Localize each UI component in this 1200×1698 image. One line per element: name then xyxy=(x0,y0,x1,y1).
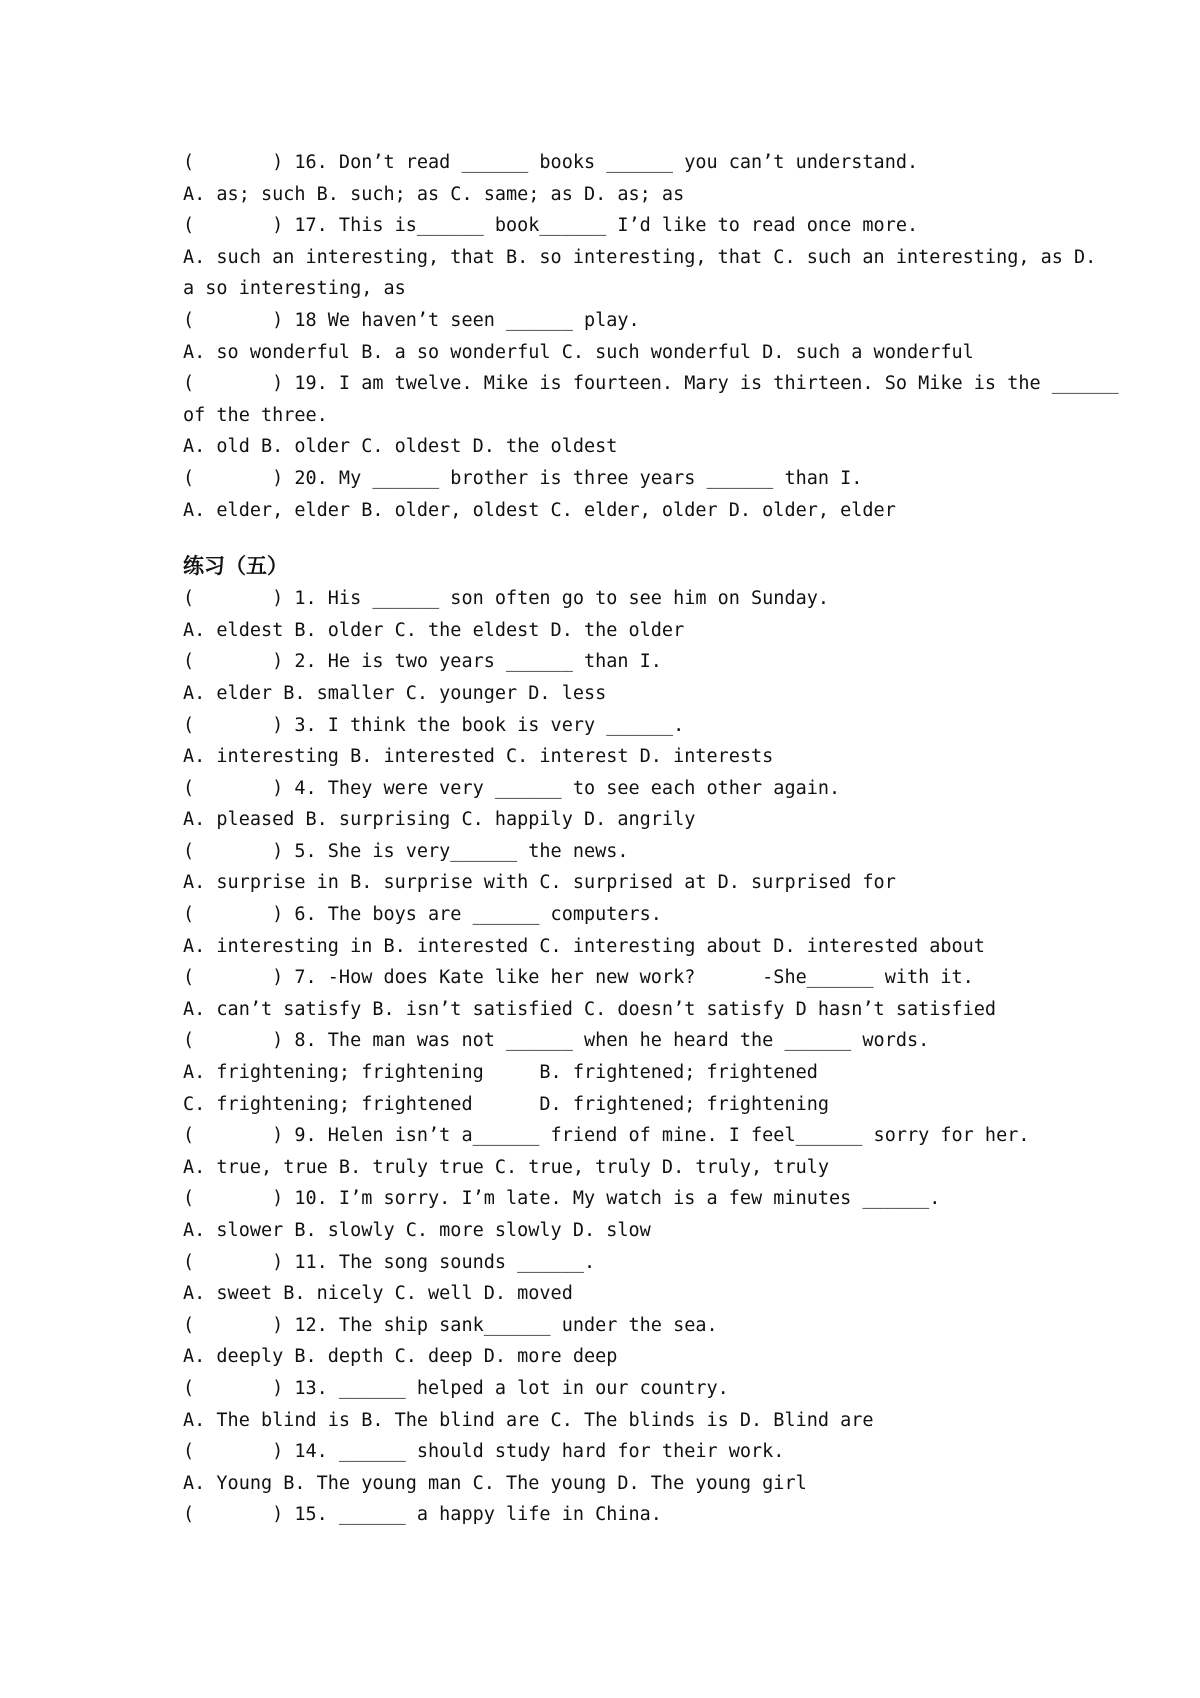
question-line: ( ) 6. The boys are ______ computers. xyxy=(183,904,662,926)
question-line: ( ) 1. His ______ son often go to see him on Sunday. xyxy=(183,588,830,610)
options-line: A. slower B. slowly C. more slowly D. slow xyxy=(183,1220,651,1241)
question-line: ( ) 11. The song sounds ______. xyxy=(183,1251,596,1273)
options-line: A. The blind is B. The blind are C. The blinds is D. Blind are xyxy=(183,1409,874,1431)
options-line: a so interesting, as xyxy=(183,278,406,300)
options-line: A. such an interesting, that B. so interesting, that C. such an interesting, as D. xyxy=(183,246,1097,268)
worksheet-page xyxy=(183,147,1119,1531)
question-line: ( ) 7. -How does Kate like her new work? -She______ with it. xyxy=(183,967,974,989)
options-line: A. eldest B. older C. the eldest D. the older xyxy=(183,619,685,641)
question-line: ( ) 10. I’m sorry. I’m late. My watch is a few minutes ______. xyxy=(183,1188,941,1210)
options-line: A. sweet B. nicely C. well D. moved xyxy=(183,1283,573,1305)
question-line: ( ) 19. I am twelve. Mike is fourteen. Mary is thirteen. So Mike is the ______ xyxy=(183,373,1119,395)
options-line: A. deeply B. depth C. deep D. more deep xyxy=(183,1346,618,1368)
options-line: C. frightening; frightened D. frightened; frightening xyxy=(183,1093,830,1115)
question-line: ( ) 8. The man was not ______ when he heard the ______ words. xyxy=(183,1030,930,1052)
question-line: ( ) 5. She is very______ the news. xyxy=(183,840,629,862)
question-line: ( ) 17. This is______ book______ I’d like to read once more. xyxy=(183,215,919,237)
options-line: A. elder B. smaller C. younger D. less xyxy=(183,682,607,704)
section-heading: 练习（五） xyxy=(183,554,288,579)
question-line: ( ) 20. My ______ brother is three years ______ than I. xyxy=(183,467,863,489)
question-line: ( ) 14. ______ should study hard for their work. xyxy=(183,1441,785,1463)
options-line: A. pleased B. surprising C. happily D. angrily xyxy=(183,809,696,831)
options-line: A. can’t satisfy B. isn’t satisfied C. doesn’t satisfy D hasn’t satisfied xyxy=(183,998,997,1020)
options-line: A. interesting B. interested C. interest D. interests xyxy=(183,746,774,768)
options-line: of the three. xyxy=(183,404,328,426)
options-line: A. true, true B. truly true C. true, truly D. truly, truly xyxy=(183,1156,830,1178)
options-line: A. surprise in B. surprise with C. surprised at D. surprised for xyxy=(183,872,896,894)
section-a xyxy=(183,147,1119,526)
options-line: A. elder, elder B. older, oldest C. elder, older D. older, elder xyxy=(183,499,896,521)
question-line: ( ) 3. I think the book is very ______. xyxy=(183,714,685,736)
options-line: A. old B. older C. oldest D. the oldest xyxy=(183,436,618,458)
options-line: A. as; such B. such; as C. same; as D. as; as xyxy=(183,183,685,205)
options-line: A. so wonderful B. a so wonderful C. such wonderful D. such a wonderful xyxy=(183,341,974,363)
section-b xyxy=(183,583,1043,1531)
question-line: ( ) 2. He is two years ______ than I. xyxy=(183,651,662,673)
options-line: A. interesting in B. interested C. interesting about D. interested about xyxy=(183,935,985,957)
question-line: ( ) 12. The ship sank______ under the sea. xyxy=(183,1314,718,1336)
question-line: ( ) 18 We haven’t seen ______ play. xyxy=(183,309,640,331)
question-line: ( ) 13. ______ helped a lot in our country. xyxy=(183,1377,729,1399)
question-line: ( ) 16. Don’t read ______ books ______ you can’t understand. xyxy=(183,152,919,173)
question-line: ( ) 4. They were very ______ to see each other again. xyxy=(183,777,841,799)
question-line: ( ) 15. ______ a happy life in China. xyxy=(183,1504,662,1526)
options-line: A. frightening; frightening B. frightened; frightened xyxy=(183,1062,818,1084)
options-line: A. Young B. The young man C. The young D. The young girl xyxy=(183,1472,807,1494)
question-line: ( ) 9. Helen isn’t a______ friend of mine. I feel______ sorry for her. xyxy=(183,1125,1030,1147)
